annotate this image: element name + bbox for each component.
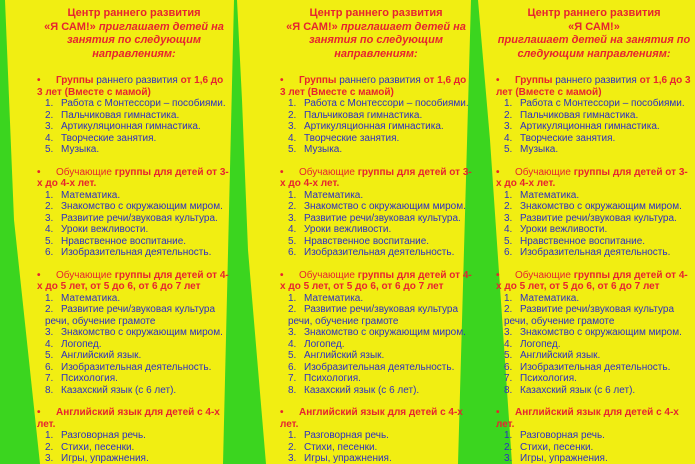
item-number: 2.: [504, 304, 513, 315]
item-text: Нравственное воспитание.: [61, 235, 187, 247]
item-text: Стихи, песенки.: [61, 441, 135, 453]
item-text: Изобразительная деятельность.: [304, 247, 455, 258]
bullet-icon: •: [37, 75, 41, 86]
list-item: [280, 98, 472, 110]
list-item: [280, 190, 472, 202]
flyer-heading-line: [37, 48, 231, 62]
item-number: 3.: [45, 121, 54, 132]
item-number: 6.: [504, 247, 513, 258]
item-text: Уроки вежливости.: [520, 224, 608, 235]
item-number: 1.: [504, 292, 513, 304]
list-item: [496, 133, 692, 145]
section-3: [496, 270, 692, 397]
item-text: Логопед.: [61, 338, 102, 350]
item-text: Математика.: [520, 292, 580, 304]
bullet-icon: •: [37, 269, 41, 281]
item-number: 2.: [45, 201, 54, 212]
section-header-text: группы для детей от 3-х до 4-х лет.: [280, 166, 472, 189]
section-1: [496, 75, 692, 156]
section-3: [37, 270, 231, 397]
section-header: [37, 270, 231, 293]
item-text: Психология.: [304, 373, 361, 384]
item-text: Изобразительная деятельность.: [520, 247, 671, 258]
list-item: [496, 373, 692, 385]
item-text: Артикуляционная гимнастика.: [61, 121, 201, 132]
section-header: [496, 270, 692, 293]
section-header-text: Группы: [56, 75, 97, 86]
section-4: [280, 407, 472, 464]
item-number: 1.: [45, 430, 54, 441]
item-number: 5.: [504, 144, 513, 155]
flyer-text-left: [37, 7, 231, 464]
item-number: 3.: [288, 212, 297, 224]
item-number: 1.: [45, 189, 54, 201]
flyer-heading-line: [496, 21, 692, 35]
item-number: 2.: [45, 304, 54, 315]
bullet-icon: •: [496, 407, 500, 418]
item-text: Игры, упражнения.: [304, 453, 392, 464]
section-header-text: Группы: [515, 75, 556, 86]
heading-text: Центр раннего развития: [67, 7, 201, 19]
item-number: 1.: [288, 430, 297, 441]
list-item: [496, 350, 692, 362]
item-number: 4.: [504, 132, 513, 144]
list-item: [280, 110, 472, 122]
item-number: 5.: [288, 235, 297, 247]
item-text: Знакомство с окружающим миром.: [304, 327, 466, 338]
list-item: [280, 304, 472, 327]
item-number: 2.: [504, 109, 513, 121]
item-number: 3.: [504, 121, 513, 132]
item-number: 4.: [45, 338, 54, 350]
item-text: Изобразительная деятельность.: [304, 361, 455, 373]
section-header-text: от 1,6 до 3 лет (Вместе с мамой): [37, 75, 224, 98]
heading-text: следующим направлениям:: [517, 47, 671, 60]
list-item: [37, 304, 231, 327]
item-text: Творческие занятия.: [61, 132, 157, 144]
item-number: 6.: [45, 247, 54, 258]
item-text: Разговорная речь.: [61, 430, 146, 441]
heading-text: «Я САМ!»: [44, 20, 99, 33]
heading-text: направлениям:: [92, 47, 176, 60]
item-text: Казахский язык (с 6 лет).: [520, 384, 636, 396]
list-item: [280, 339, 472, 351]
bullet-icon: •: [37, 407, 41, 418]
item-number: 5.: [45, 350, 54, 361]
item-text: Музыка.: [520, 144, 559, 155]
item-text: Работа с Монтессори – пособиями.: [304, 98, 469, 109]
item-number: 2.: [45, 109, 54, 121]
item-number: 2.: [288, 441, 297, 453]
list-item: [280, 144, 472, 156]
item-number: 7.: [288, 373, 297, 384]
item-number: 6.: [288, 361, 297, 373]
item-number: 5.: [288, 144, 297, 155]
section-header: [37, 407, 231, 430]
section-header-text: группы для детей от 4-х до 5 лет, от 5 до 6, от 6 до 7 лет: [37, 269, 229, 292]
item-number: 1.: [45, 292, 54, 304]
list-item: [496, 362, 692, 374]
item-text: Математика.: [61, 189, 121, 201]
item-number: 2.: [504, 201, 513, 212]
item-number: 1.: [288, 98, 297, 109]
item-number: 3.: [288, 327, 297, 338]
list-item: [37, 327, 231, 339]
section-1: [37, 75, 231, 156]
item-text: Творческие занятия.: [520, 132, 616, 144]
item-text: Английский язык.: [61, 350, 142, 361]
item-text: Работа с Монтессори – пособиями.: [520, 98, 685, 109]
list-item: [37, 201, 231, 213]
item-text: Знакомство с окружающим миром.: [520, 201, 682, 212]
list-item: [37, 133, 231, 145]
flyer-heading-line: [496, 34, 692, 48]
item-text: Разговорная речь.: [304, 430, 389, 441]
section-header: [496, 407, 692, 430]
item-text: Знакомство с окружающим миром.: [304, 201, 466, 212]
item-number: 1.: [504, 189, 513, 201]
list-item: [496, 236, 692, 248]
flyer-heading-line: [496, 7, 692, 21]
list-item: [280, 224, 472, 236]
item-number: 1.: [504, 98, 513, 109]
item-text: Работа с Монтессори – пособиями.: [61, 98, 226, 109]
item-number: 6.: [45, 361, 54, 373]
list-item: [37, 224, 231, 236]
section-4: [37, 407, 231, 464]
list-item: [37, 213, 231, 225]
list-item: [496, 430, 692, 442]
list-item: [496, 453, 692, 464]
item-number: 3.: [45, 212, 54, 224]
item-text: Уроки вежливости.: [61, 224, 149, 235]
list-item: [280, 385, 472, 397]
flyer-heading-line: [280, 7, 472, 21]
item-number: 4.: [504, 338, 513, 350]
heading-text: направлениям:: [334, 47, 418, 60]
list-item: [496, 121, 692, 133]
item-number: 3.: [504, 453, 513, 464]
item-text: Английский язык.: [520, 350, 601, 361]
item-text: Знакомство с окружающим миром.: [61, 327, 223, 338]
item-text: Музыка.: [61, 144, 100, 155]
item-number: 7.: [504, 373, 513, 384]
bullet-icon: •: [496, 166, 500, 178]
section-2: [280, 167, 472, 259]
flyer-heading-line: [496, 48, 692, 62]
list-item: [496, 339, 692, 351]
list-item: [37, 98, 231, 110]
list-item: [496, 110, 692, 122]
item-text: Музыка.: [304, 144, 343, 155]
item-number: 2.: [504, 441, 513, 453]
item-text: Нравственное воспитание.: [520, 235, 646, 247]
item-number: 1.: [288, 292, 297, 304]
item-number: 1.: [45, 98, 54, 109]
section-header-text: группы для детей от 4-х до 5 лет, от 5 до 6, от 6 до 7 лет: [280, 269, 472, 292]
list-item: [496, 247, 692, 259]
flyer-heading: [37, 7, 231, 61]
item-text: Пальчиковая гимнастика.: [61, 109, 180, 121]
heading-text: Центр раннего развития: [309, 7, 443, 19]
item-number: 2.: [288, 201, 297, 212]
list-item: [37, 339, 231, 351]
item-text: Разговорная речь.: [520, 430, 605, 441]
section-header: [280, 167, 472, 190]
section-header-text: раннего развития: [96, 75, 181, 86]
item-number: 1.: [288, 189, 297, 201]
item-text: Математика.: [304, 292, 364, 304]
item-text: Знакомство с окружающим миром.: [61, 201, 223, 212]
list-item: [280, 362, 472, 374]
list-item: [37, 144, 231, 156]
item-text: Пальчиковая гимнастика.: [304, 109, 423, 121]
section-4: [496, 407, 692, 464]
item-text: Развитие речи/звуковая культура.: [61, 212, 218, 224]
item-text: Развитие речи/звуковая культура.: [520, 212, 677, 224]
bullet-icon: •: [496, 75, 500, 86]
item-number: 3.: [504, 327, 513, 338]
item-number: 2.: [45, 441, 54, 453]
item-number: 4.: [504, 224, 513, 235]
item-number: 8.: [504, 384, 513, 396]
section-header-text: Английский язык для детей с 4-х лет.: [496, 407, 679, 430]
item-number: 4.: [45, 132, 54, 144]
section-header: [496, 167, 692, 190]
flyer-heading-line: [280, 21, 472, 35]
item-text: Изобразительная деятельность.: [61, 361, 212, 373]
list-item: [280, 430, 472, 442]
item-text: Математика.: [61, 292, 121, 304]
item-number: 2.: [288, 304, 297, 315]
list-item: [496, 224, 692, 236]
flyer-heading: [280, 7, 472, 61]
item-number: 3.: [288, 121, 297, 132]
list-item: [37, 110, 231, 122]
bullet-icon: •: [37, 166, 41, 178]
item-text: Творческие занятия.: [304, 132, 400, 144]
bullet-icon: •: [280, 407, 284, 418]
list-item: [496, 213, 692, 225]
item-number: 3.: [504, 212, 513, 224]
item-text: Игры, упражнения.: [520, 453, 608, 464]
list-item: [37, 190, 231, 202]
section-header-text: раннего развития: [555, 75, 640, 86]
list-item: [496, 144, 692, 156]
section-header-text: группы для детей от 3-х до 4-х лет.: [37, 166, 229, 189]
heading-text: приглашает детей на: [340, 20, 466, 33]
section-header-text: раннего развития: [339, 75, 424, 86]
item-text: Нравственное воспитание.: [304, 235, 430, 247]
section-header-text: Обучающие: [515, 269, 574, 281]
flyer-text-right: [496, 7, 692, 464]
item-text: Артикуляционная гимнастика.: [520, 121, 660, 132]
list-item: [37, 453, 231, 464]
bullet-icon: •: [496, 269, 500, 281]
list-item: [280, 121, 472, 133]
item-text: Психология.: [61, 373, 118, 384]
list-item: [37, 293, 231, 305]
bullet-icon: •: [280, 75, 284, 86]
heading-text: приглашает детей на: [98, 20, 224, 33]
section-header-text: группы для детей от 4-х до 5 лет, от 5 до 6, от 6 до 7 лет: [496, 269, 688, 292]
flyer-heading-line: [37, 34, 231, 48]
item-number: 4.: [288, 132, 297, 144]
item-text: Логопед.: [304, 338, 345, 350]
heading-text: приглашает детей на занятия по: [497, 34, 691, 46]
item-number: 8.: [45, 384, 54, 396]
item-text: Английский язык.: [304, 350, 385, 361]
item-text: Изобразительная деятельность.: [61, 247, 212, 258]
flyer-heading-line: [280, 48, 472, 62]
item-text: Стихи, песенки.: [520, 441, 594, 453]
item-text: Уроки вежливости.: [304, 224, 392, 235]
list-item: [37, 236, 231, 248]
list-item: [280, 236, 472, 248]
list-item: [280, 213, 472, 225]
item-number: 8.: [288, 384, 297, 396]
list-item: [496, 327, 692, 339]
bullet-icon: •: [280, 269, 284, 281]
list-item: [280, 247, 472, 259]
list-item: [280, 201, 472, 213]
flyer-heading-line: [280, 34, 472, 48]
item-text: Игры, упражнения.: [61, 453, 149, 464]
item-number: 5.: [504, 350, 513, 361]
list-item: [37, 430, 231, 442]
section-header: [37, 167, 231, 190]
section-header: [37, 75, 231, 98]
section-header-text: Обучающие: [299, 166, 358, 178]
item-text: Развитие речи/звуковая культура речи, обучение грамоте: [288, 304, 459, 327]
item-text: Изобразительная деятельность.: [520, 361, 671, 373]
item-text: Математика.: [520, 189, 580, 201]
section-header: [280, 75, 472, 98]
item-text: Логопед.: [520, 338, 561, 350]
item-text: Развитие речи/звуковая культура речи, обучение грамоте: [504, 304, 675, 327]
section-header-text: Группы: [299, 75, 340, 86]
heading-text: Центр раннего развития: [527, 7, 661, 19]
list-item: [280, 327, 472, 339]
list-item: [37, 121, 231, 133]
section-2: [496, 167, 692, 259]
section-header-text: Обучающие: [299, 269, 358, 281]
item-text: Казахский язык (с 6 лет).: [61, 384, 177, 396]
heading-text: занятия по следующим: [308, 34, 444, 46]
list-item: [37, 350, 231, 362]
list-item: [496, 385, 692, 397]
list-item: [280, 293, 472, 305]
item-text: Стихи, песенки.: [304, 441, 378, 453]
list-item: [280, 133, 472, 145]
list-item: [37, 362, 231, 374]
item-number: 4.: [45, 224, 54, 235]
list-item: [496, 201, 692, 213]
section-header-text: Обучающие: [515, 166, 574, 178]
list-item: [496, 442, 692, 454]
list-item: [37, 247, 231, 259]
item-text: Знакомство с окружающим миром.: [520, 327, 682, 338]
item-number: 2.: [288, 109, 297, 121]
item-text: Развитие речи/звуковая культура речи, обучение грамоте: [45, 304, 216, 327]
item-number: 3.: [45, 327, 54, 338]
item-number: 6.: [504, 361, 513, 373]
section-header-text: Английский язык для детей с 4-х лет.: [37, 407, 220, 430]
item-text: Математика.: [304, 189, 364, 201]
list-item: [280, 350, 472, 362]
list-item: [37, 373, 231, 385]
section-header: [496, 75, 692, 98]
item-text: Артикуляционная гимнастика.: [304, 121, 444, 132]
item-number: 3.: [288, 453, 297, 464]
section-header-text: группы для детей от 3-х до 4-х лет.: [496, 166, 688, 189]
section-2: [37, 167, 231, 259]
list-item: [37, 385, 231, 397]
list-item: [496, 293, 692, 305]
item-number: 4.: [288, 224, 297, 235]
item-number: 5.: [504, 235, 513, 247]
section-header: [280, 407, 472, 430]
list-item: [280, 453, 472, 464]
item-text: Развитие речи/звуковая культура.: [304, 212, 461, 224]
item-number: 5.: [45, 144, 54, 155]
list-item: [37, 442, 231, 454]
flyer-heading-line: [37, 21, 231, 35]
flyer-heading-line: [37, 7, 231, 21]
list-item: [496, 304, 692, 327]
list-item: [280, 373, 472, 385]
heading-text: занятия по следующим: [66, 34, 202, 46]
item-number: 7.: [45, 373, 54, 384]
item-number: 6.: [288, 247, 297, 258]
item-text: Казахский язык (с 6 лет).: [304, 384, 420, 396]
heading-text: «Я САМ!»: [568, 20, 620, 33]
section-header-text: Английский язык для детей с 4-х лет.: [280, 407, 463, 430]
section-header-text: от 1,6 до 3 лет (Вместе с мамой): [496, 75, 691, 98]
heading-text: «Я САМ!»: [286, 20, 341, 33]
item-number: 1.: [504, 430, 513, 441]
list-item: [280, 442, 472, 454]
section-header-text: Обучающие: [56, 166, 115, 178]
bullet-icon: •: [280, 166, 284, 178]
flyer-heading: [496, 7, 692, 61]
list-item: [496, 190, 692, 202]
item-number: 5.: [45, 235, 54, 247]
item-number: 3.: [45, 453, 54, 464]
section-header-text: Обучающие: [56, 269, 115, 281]
list-item: [496, 98, 692, 110]
item-number: 5.: [288, 350, 297, 361]
item-number: 4.: [288, 338, 297, 350]
flyer-text-middle: [280, 7, 472, 464]
section-header-text: от 1,6 до 3 лет (Вместе с мамой): [280, 75, 467, 98]
item-text: Психология.: [520, 373, 577, 384]
section-1: [280, 75, 472, 156]
section-3: [280, 270, 472, 397]
section-header: [280, 270, 472, 293]
item-text: Пальчиковая гимнастика.: [520, 109, 639, 121]
